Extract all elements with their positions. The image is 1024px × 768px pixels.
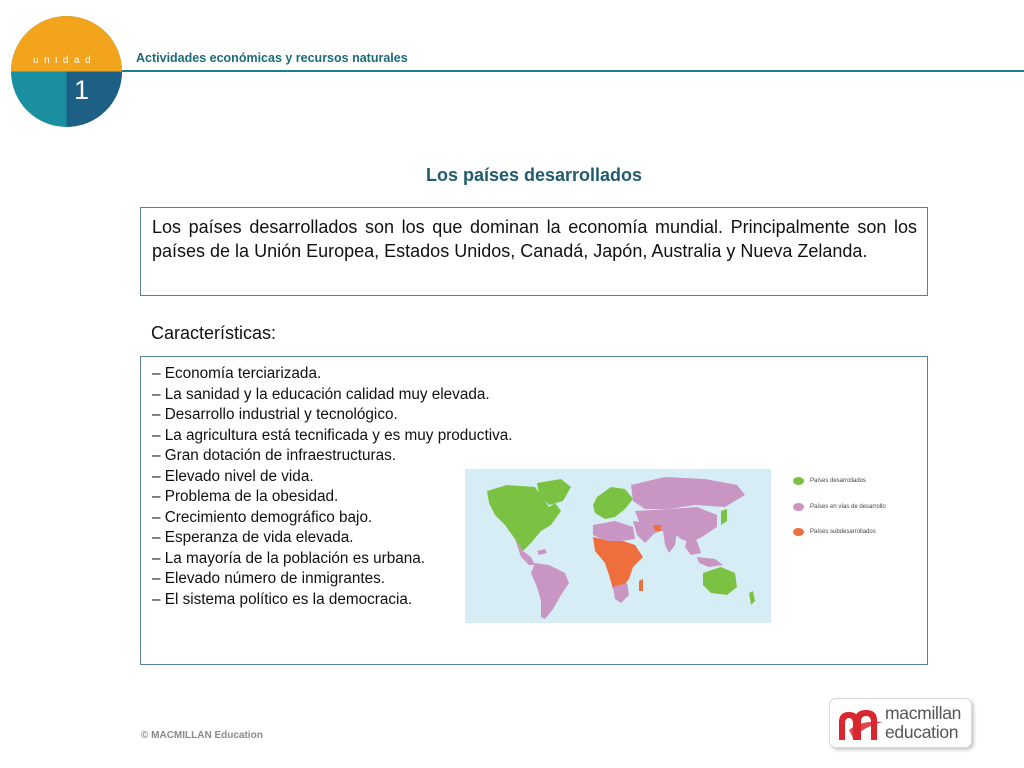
characteristics-list: [152, 364, 513, 610]
legend-label: Países en vías de desarrollo: [810, 504, 886, 510]
list-item: – La agricultura está tecnificada y es muy productiva.: [152, 426, 513, 444]
legend-item: [793, 477, 866, 485]
list-item: – Gran dotación de infraestructuras.: [152, 447, 397, 464]
list-item: – Elevado nivel de vida.: [152, 467, 314, 485]
unit-title: Actividades económicas y recursos naturales: [136, 51, 408, 65]
legend-item: [793, 503, 886, 511]
list-item: – La sanidad y la educación calidad muy elevada.: [152, 385, 490, 403]
world-development-map: [465, 469, 771, 623]
list-item: – Desarrollo industrial y tecnológico.: [152, 406, 398, 423]
intro-text: Los países desarrollados son los que dominan la economía mundial. Principalmente son los países de la Unión Europea, Estados Unidos, Canadá, Japón, Australia y Nueva Zelanda.: [152, 217, 917, 261]
page-title: Los países desarrollados: [425, 165, 643, 185]
list-item: – Elevado número de inmigrantes.: [152, 570, 385, 587]
world-map-image: [465, 469, 771, 623]
list-item: – La mayoría de la población es urbana.: [152, 549, 425, 567]
copyright-footer: © MACMILLAN Education: [141, 730, 263, 741]
legend-swatch: [793, 477, 804, 485]
legend-item: [793, 528, 876, 536]
brand-name: [885, 704, 961, 742]
list-item: – El sistema político es la democracia.: [152, 590, 413, 608]
unit-number: 1: [74, 75, 90, 105]
legend-label: Países subdesarrollados: [810, 529, 876, 535]
macmillan-mark-icon: [839, 708, 883, 740]
header-divider: [122, 70, 1024, 72]
list-item: – Esperanza de vida elevada.: [152, 529, 354, 546]
list-item: – Problema de la obesidad.: [152, 488, 339, 505]
macmillan-logo: [829, 698, 972, 748]
brand-line-2: education: [885, 722, 959, 742]
characteristics-heading: Características:: [151, 323, 277, 343]
list-item: – Crecimiento demográfico bajo.: [152, 508, 373, 526]
unit-label: unidad: [33, 55, 97, 66]
legend-swatch: [793, 503, 804, 511]
list-item: – Economía terciarizada.: [152, 365, 322, 382]
legend-swatch: [793, 528, 804, 536]
intro-box: [140, 207, 928, 296]
brand-line-1: macmillan: [885, 703, 962, 723]
unit-badge: [11, 16, 122, 127]
legend-label: Países desarrollados: [810, 478, 867, 484]
